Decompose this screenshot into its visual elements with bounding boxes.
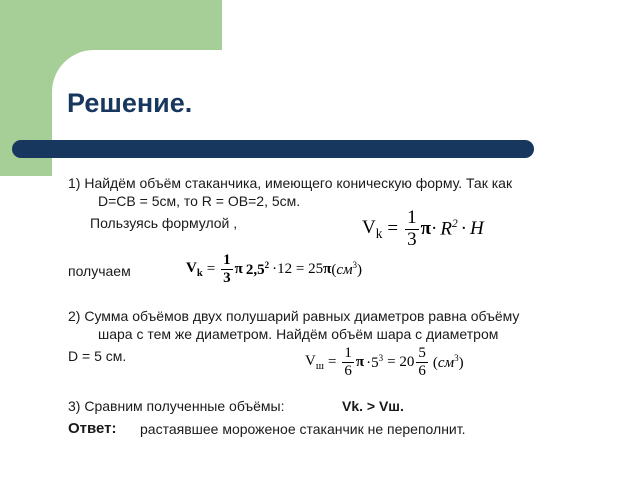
f3-pi: π (355, 353, 365, 370)
f3-den2: 6 (418, 362, 426, 379)
f3-fraction2 (416, 345, 428, 379)
f3-unit: $(см^3)$ (432, 352, 464, 371)
f2-pi2: π (323, 260, 332, 277)
f2-fraction (221, 252, 233, 286)
poluchaem-text: получаем (68, 263, 131, 279)
f3-num2: 5 (418, 345, 426, 361)
f1-num: 1 (407, 207, 417, 228)
formula-cone-volume (362, 208, 484, 251)
step1-line1: 1) Найдём объём стаканчика, имеющего коническую форму. Так как (68, 175, 513, 191)
step2-line2: шара с тем же диаметром. Найдём объём шара с диаметром (98, 326, 499, 342)
f1-h: H (470, 218, 484, 240)
step3-line: 3) Сравним полученные объёмы: (68, 398, 285, 414)
step1-line3: Пользуясь формулой , (90, 215, 238, 231)
f2-unit: $(см^3)$ (331, 259, 363, 278)
f1-eq: = (387, 218, 399, 240)
f1-fraction (405, 208, 419, 251)
f1-r: $R^2$ (440, 218, 458, 240)
f2-pi1: π (234, 260, 243, 277)
f1-dot1: · (431, 218, 438, 240)
f2-den: 3 (223, 269, 231, 286)
f1-pi: π (420, 218, 432, 240)
f1-den: 3 (407, 228, 417, 250)
f3-num1: 1 (344, 345, 352, 361)
f3-lhs: $V_ш$ (305, 352, 324, 372)
f3-eq2: = 20 (387, 353, 415, 370)
f1-dot2: · (460, 218, 467, 240)
slide-title: Решение. (67, 88, 193, 118)
f3-den1: 6 (344, 362, 352, 379)
f3-eq: = (327, 353, 337, 370)
f2-rest: ·12 = 25 (272, 260, 324, 277)
f2-lhs: $V_k$ (186, 259, 203, 279)
step3-compare: Vk. > Vш. (342, 398, 404, 414)
answer-label: Ответ: (68, 420, 117, 437)
f3-fraction1 (342, 345, 354, 379)
f2-base: $2,5^2$ (245, 259, 270, 278)
answer-text: растаявшее мороженое стаканчик не переполнит. (140, 421, 466, 437)
f2-num: 1 (223, 252, 231, 268)
step2-line1: 2) Сумма объёмов двух полушарий равных диаметров равна объёму (68, 308, 520, 324)
f2-eq: = (206, 260, 216, 277)
step1-line2: D=CB = 5см, то R = OB=2, 5см. (98, 193, 301, 209)
formula-sphere-volume (305, 345, 464, 379)
title-underline-bar (12, 140, 534, 158)
step2-line3: D = 5 см. (68, 348, 127, 364)
formula-cone-result (186, 252, 362, 286)
f3-part: $\cdot 5^3$ (366, 352, 384, 371)
f1-lhs: $V_k$ (362, 216, 383, 241)
